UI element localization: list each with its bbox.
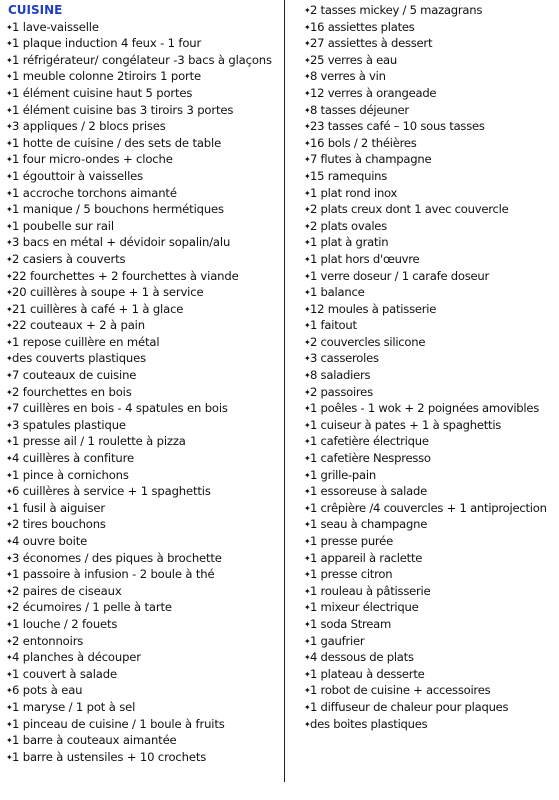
list-item-text: 1 louche / 2 fouets	[12, 616, 118, 631]
list-item-text: 25 verres à eau	[310, 52, 397, 67]
bullet-icon: ✦	[304, 520, 311, 530]
list-item-text: 1 verre doseur / 1 carafe doseur	[310, 268, 490, 283]
list-item	[6, 85, 282, 102]
list-item-text: 22 couteaux + 2 à pain	[12, 318, 145, 333]
list-item-text: 2 couvercles silicone	[310, 334, 426, 349]
bullet-icon: ✦	[6, 686, 13, 696]
list-item	[6, 550, 282, 567]
section-heading-cuisine: CUISINE	[8, 3, 63, 17]
list-item	[6, 301, 282, 318]
bullet-icon: ✦	[6, 171, 13, 181]
list-item-text: 1 couvert à salade	[12, 666, 117, 681]
list-item	[6, 68, 282, 85]
bullet-icon: ✦	[6, 586, 13, 596]
list-item-text: 4 cuillères à confiture	[12, 451, 134, 466]
list-item	[6, 666, 282, 683]
list-item-text: 2 entonnoirs	[12, 633, 84, 648]
bullet-icon: ✦	[6, 603, 13, 613]
list-item-text: 1 faitout	[310, 318, 357, 333]
bullet-icon: ✦	[304, 337, 311, 347]
list-item-text: 1 plat hors d'œuvre	[310, 251, 420, 266]
bullet-icon: ✦	[304, 354, 311, 364]
bullet-icon: ✦	[304, 404, 311, 414]
bullet-icon: ✦	[6, 337, 13, 347]
list-item-text: 3 économes / des piques à brochette	[12, 550, 222, 565]
list-item	[304, 334, 559, 351]
list-item-text: 1 presse ail / 1 roulette à pizza	[12, 434, 186, 449]
list-item	[304, 384, 559, 401]
bullet-icon: ✦	[6, 553, 13, 563]
bullet-icon: ✦	[304, 487, 311, 497]
bullet-icon: ✦	[6, 254, 13, 264]
list-item	[6, 201, 282, 218]
list-item-text: 1 four micro-ondes + cloche	[12, 152, 173, 167]
list-item-text: 7 cuillères en bois - 4 spatules en bois	[12, 401, 228, 416]
list-item	[304, 268, 559, 285]
bullet-icon: ✦	[304, 88, 311, 98]
list-item	[6, 185, 282, 202]
list-item-text: 1 gaufrier	[310, 633, 365, 648]
bullet-icon: ✦	[6, 221, 13, 231]
list-item	[6, 483, 282, 500]
list-item-text: 1 cafetière électrique	[310, 434, 429, 449]
list-item	[304, 102, 559, 119]
bullet-icon: ✦	[304, 39, 311, 49]
bullet-icon: ✦	[304, 371, 311, 381]
bullet-icon: ✦	[304, 570, 311, 580]
bullet-icon: ✦	[304, 171, 311, 181]
list-item-text: 1 meuble colonne 2tiroirs 1 porte	[12, 69, 202, 84]
list-item	[304, 168, 559, 185]
list-item	[6, 400, 282, 417]
list-item-text: 2 passoires	[310, 384, 373, 399]
list-item-text: 1 plat à gratin	[310, 235, 389, 250]
list-item	[6, 367, 282, 384]
list-item-text: 1 pince à cornichons	[12, 467, 129, 482]
list-item	[304, 2, 559, 19]
list-item-text: 3 spatules plastique	[12, 417, 126, 432]
bullet-icon: ✦	[6, 105, 13, 115]
list-item	[304, 467, 559, 484]
list-item-text: 7 couteaux de cuisine	[12, 368, 137, 383]
list-item	[304, 367, 559, 384]
bullet-icon: ✦	[6, 22, 13, 32]
bullet-icon: ✦	[304, 72, 311, 82]
list-item	[6, 417, 282, 434]
list-item	[6, 716, 282, 733]
bullet-icon: ✦	[6, 570, 13, 580]
bullet-icon: ✦	[304, 155, 311, 165]
list-item	[6, 433, 282, 450]
list-item	[304, 583, 559, 600]
list-item	[304, 649, 559, 666]
bullet-icon: ✦	[6, 537, 13, 546]
list-item	[6, 649, 282, 666]
list-item-text: 1 pinceau de cuisine / 1 boule à fruits	[12, 716, 225, 731]
list-item-text: 1 plat rond inox	[310, 185, 398, 200]
list-item-text: 1 hotte de cuisine / des sets de table	[12, 135, 222, 150]
bullet-icon: ✦	[6, 288, 13, 298]
bullet-icon: ✦	[304, 105, 311, 115]
list-item	[6, 566, 282, 583]
list-item	[304, 234, 559, 251]
list-item	[304, 284, 559, 301]
column-divider	[284, 0, 285, 782]
list-item	[304, 566, 559, 583]
bullet-icon: ✦	[304, 586, 311, 596]
list-item-text: 1 cafetière Nespresso	[310, 451, 431, 466]
bullet-icon: ✦	[304, 304, 311, 314]
list-item	[304, 400, 559, 417]
list-item	[6, 616, 282, 633]
list-item-text: 8 verres à vin	[310, 69, 386, 84]
list-item-text: 2 tires bouchons	[12, 517, 106, 532]
bullet-icon: ✦	[6, 155, 13, 165]
list-item	[304, 52, 559, 69]
bullet-icon: ✦	[6, 669, 13, 679]
bullet-icon: ✦	[304, 321, 311, 331]
list-item	[304, 151, 559, 168]
list-item	[304, 533, 559, 550]
list-item	[304, 68, 559, 85]
bullet-icon: ✦	[6, 321, 13, 331]
bullet-icon: ✦	[304, 288, 311, 298]
list-item	[6, 682, 282, 699]
list-item	[6, 533, 282, 550]
bullet-icon: ✦	[304, 55, 311, 65]
bullet-icon: ✦	[6, 520, 13, 530]
list-item	[6, 52, 282, 69]
bullet-icon: ✦	[304, 686, 311, 696]
list-item-text: 1 mixeur électrique	[310, 600, 419, 615]
list-item	[304, 450, 559, 467]
bullet-icon: ✦	[6, 736, 13, 746]
list-item-text: 16 assiettes plates	[310, 19, 415, 34]
list-item-text: 1 crêpière /4 couvercles + 1 antiprojection	[310, 500, 547, 515]
list-item	[304, 85, 559, 102]
bullet-icon: ✦	[6, 503, 13, 513]
list-item-text: 1 accroche torchons aimanté	[12, 185, 177, 200]
list-item-text: 1 balance	[310, 285, 365, 300]
bullet-icon: ✦	[6, 420, 13, 430]
bullet-icon: ✦	[304, 437, 311, 447]
list-item-text: 1 seau à champagne	[310, 517, 428, 532]
bullet-icon: ✦	[304, 205, 311, 215]
bullet-icon: ✦	[6, 437, 13, 447]
bullet-icon: ✦	[6, 702, 13, 712]
bullet-icon: ✦	[6, 404, 13, 414]
list-item-text: 2 paires de ciseaux	[12, 583, 122, 598]
bullet-icon: ✦	[6, 72, 13, 82]
list-item	[6, 234, 282, 251]
bullet-icon: ✦	[304, 254, 311, 264]
list-item-text: 2 plats creux dont 1 avec couvercle	[310, 202, 509, 217]
bullet-icon: ✦	[6, 205, 13, 215]
bullet-icon: ✦	[6, 88, 13, 98]
list-item	[6, 151, 282, 168]
bullet-icon: ✦	[304, 503, 311, 513]
list-item	[304, 716, 559, 733]
list-item	[304, 201, 559, 218]
list-item-text: 3 casseroles	[310, 351, 379, 366]
list-item	[6, 516, 282, 533]
list-item	[304, 666, 559, 683]
list-item-text: 1 cuiseur à pates + 1 à spaghettis	[310, 417, 502, 432]
list-item	[6, 284, 282, 301]
list-item	[6, 699, 282, 716]
list-item-text: 1 poubelle sur rail	[12, 218, 114, 233]
bullet-icon: ✦	[6, 371, 13, 381]
list-item-text: 1 essoreuse à salade	[310, 484, 427, 499]
list-item-text: 1 égouttoir à vaisselles	[12, 168, 144, 183]
list-item-text: 1 maryse / 1 pot à sel	[12, 699, 136, 714]
bullet-icon: ✦	[6, 55, 13, 65]
bullet-icon: ✦	[6, 752, 13, 762]
list-item	[6, 251, 282, 268]
list-item-text: 1 réfrigérateur/ congélateur -3 bacs à glaçons	[12, 52, 272, 67]
bullet-icon: ✦	[6, 238, 13, 248]
list-item-text: 2 tasses mickey / 5 mazagrans	[310, 3, 483, 17]
bullet-icon: ✦	[304, 619, 311, 629]
bullet-icon: ✦	[6, 39, 13, 49]
list-item	[304, 500, 559, 517]
list-item-text: 23 tasses café – 10 sous tasses	[310, 119, 485, 134]
list-item	[6, 583, 282, 600]
list-item	[304, 301, 559, 318]
list-item	[6, 35, 282, 52]
list-item-text: 1 presse citron	[310, 567, 393, 582]
list-item-text: 20 cuillères à soupe + 1 à service	[12, 285, 204, 300]
list-item	[304, 433, 559, 450]
bullet-icon: ✦	[304, 636, 311, 646]
bullet-icon: ✦	[304, 454, 311, 464]
list-item	[6, 384, 282, 401]
bullet-icon: ✦	[6, 122, 13, 132]
list-item-text: 2 casiers à couverts	[12, 251, 126, 266]
list-item	[304, 317, 559, 334]
list-item-text: 1 soda Stream	[310, 616, 392, 631]
list-item-text: 3 appliques / 2 blocs prises	[12, 119, 166, 134]
list-item-text: des boites plastiques	[310, 716, 428, 731]
list-item	[6, 218, 282, 235]
list-item	[6, 350, 282, 367]
list-item	[304, 682, 559, 699]
list-item	[304, 118, 559, 135]
list-item-text: 8 tasses déjeuner	[310, 102, 409, 117]
list-item	[6, 633, 282, 650]
list-item-text: 2 écumoires / 1 pelle à tarte	[12, 600, 172, 615]
list-item	[304, 218, 559, 235]
bullet-icon: ✦	[304, 603, 311, 613]
list-item-text: 7 flutes à champagne	[310, 152, 432, 167]
bullet-icon: ✦	[6, 138, 13, 148]
bullet-icon: ✦	[304, 553, 311, 563]
bullet-icon: ✦	[304, 22, 311, 32]
list-item	[304, 185, 559, 202]
list-item-text: 12 verres à orangeade	[310, 85, 437, 100]
list-item-text: 1 élément cuisine bas 3 tiroirs 3 portes	[12, 102, 234, 117]
list-item-text: 1 plateau à desserte	[310, 666, 425, 681]
list-item-text: 1 robot de cuisine + accessoires	[310, 683, 491, 698]
bullet-icon: ✦	[6, 719, 13, 729]
list-item-text: 1 presse purée	[310, 534, 393, 548]
list-item	[6, 135, 282, 152]
list-item	[6, 749, 282, 766]
list-item	[304, 599, 559, 616]
list-item	[6, 102, 282, 119]
list-item-text: des couverts plastiques	[12, 351, 146, 366]
list-item-text: 1 grille-pain	[310, 467, 376, 482]
list-item	[304, 633, 559, 650]
list-item	[6, 500, 282, 517]
bullet-icon: ✦	[304, 221, 311, 231]
list-item-text: 3 bacs en métal + dévidoir sopalin/alu	[12, 235, 231, 250]
bullet-icon: ✦	[304, 238, 311, 248]
list-item	[304, 251, 559, 268]
list-item-text: 1 fusil à aiguiser	[12, 500, 105, 515]
list-item	[304, 19, 559, 36]
bullet-icon: ✦	[6, 454, 13, 464]
list-item	[6, 334, 282, 351]
list-item	[6, 317, 282, 334]
list-item	[6, 467, 282, 484]
left-column	[6, 2, 282, 765]
list-item-text: 1 poêles - 1 wok + 2 poignées amovibles	[310, 401, 540, 416]
bullet-icon: ✦	[304, 271, 311, 281]
bullet-icon: ✦	[304, 702, 311, 712]
bullet-icon: ✦	[6, 636, 13, 646]
list-item-text: 1 passoire à infusion - 2 boule à thé	[12, 567, 215, 582]
list-item	[6, 19, 282, 36]
list-item	[304, 35, 559, 52]
list-item	[304, 417, 559, 434]
bullet-icon: ✦	[6, 387, 13, 397]
list-item-text: 1 barre à ustensiles + 10 crochets	[12, 749, 207, 764]
list-item	[304, 550, 559, 567]
list-item-text: 2 plats ovales	[310, 218, 387, 233]
bullet-icon: ✦	[304, 6, 311, 15]
list-item-text: 8 saladiers	[310, 368, 371, 383]
bullet-icon: ✦	[304, 669, 311, 679]
right-column	[304, 2, 559, 732]
list-item-text: 1 élément cuisine haut 5 portes	[12, 85, 193, 100]
bullet-icon: ✦	[6, 271, 13, 281]
bullet-icon: ✦	[304, 653, 311, 663]
list-item-text: 4 dessous de plats	[310, 650, 414, 665]
bullet-icon: ✦	[304, 188, 311, 198]
list-item	[6, 268, 282, 285]
list-item	[6, 599, 282, 616]
bullet-icon: ✦	[6, 188, 13, 198]
list-item-text: 15 ramequins	[310, 168, 388, 183]
list-item-text: 1 plaque induction 4 feux - 1 four	[12, 36, 202, 51]
bullet-icon: ✦	[6, 304, 13, 314]
bullet-icon: ✦	[6, 653, 13, 663]
list-item	[6, 168, 282, 185]
list-item-text: 1 manique / 5 bouchons hermétiques	[12, 202, 224, 217]
list-item-text: 2 fourchettes en bois	[12, 384, 132, 399]
bullet-icon: ✦	[6, 487, 13, 497]
list-item-text: 27 assiettes à dessert	[310, 36, 433, 51]
bullet-icon: ✦	[304, 537, 311, 546]
list-item	[6, 732, 282, 749]
bullet-icon: ✦	[304, 719, 311, 729]
list-item-text: 6 cuillères à service + 1 spaghettis	[12, 484, 211, 499]
list-item-text: 6 pots à eau	[12, 683, 83, 698]
list-item	[304, 350, 559, 367]
bullet-icon: ✦	[304, 470, 311, 480]
list-item-text: 1 lave-vaisselle	[12, 19, 99, 34]
bullet-icon: ✦	[6, 619, 13, 629]
list-item	[304, 699, 559, 716]
list-item	[304, 516, 559, 533]
list-item-text: 1 barre à couteaux aimantée	[12, 733, 177, 748]
list-item-text: 4 planches à découper	[12, 650, 141, 665]
bullet-icon: ✦	[304, 387, 311, 397]
list-item-text: 16 bols / 2 théières	[310, 135, 417, 150]
list-item-text: 1 rouleau à pâtisserie	[310, 583, 431, 598]
list-item-text: 1 diffuseur de chaleur pour plaques	[310, 699, 509, 714]
list-item-text: 4 ouvre boite	[12, 534, 88, 548]
list-item-text: 1 appareil à raclette	[310, 550, 423, 565]
bullet-icon: ✦	[6, 354, 13, 364]
list-item	[6, 450, 282, 467]
list-item-text: 22 fourchettes + 2 fourchettes à viande	[12, 268, 239, 283]
list-item-text: 1 repose cuillère en métal	[12, 334, 160, 349]
bullet-icon: ✦	[304, 420, 311, 430]
list-item-text: 21 cuillères à café + 1 à glace	[12, 301, 184, 316]
list-item	[6, 118, 282, 135]
bullet-icon: ✦	[304, 138, 311, 148]
list-item-text: 12 moules à patisserie	[310, 301, 437, 316]
list-item	[304, 135, 559, 152]
bullet-icon: ✦	[6, 470, 13, 480]
list-item	[304, 483, 559, 500]
bullet-icon: ✦	[304, 122, 311, 132]
list-item	[304, 616, 559, 633]
